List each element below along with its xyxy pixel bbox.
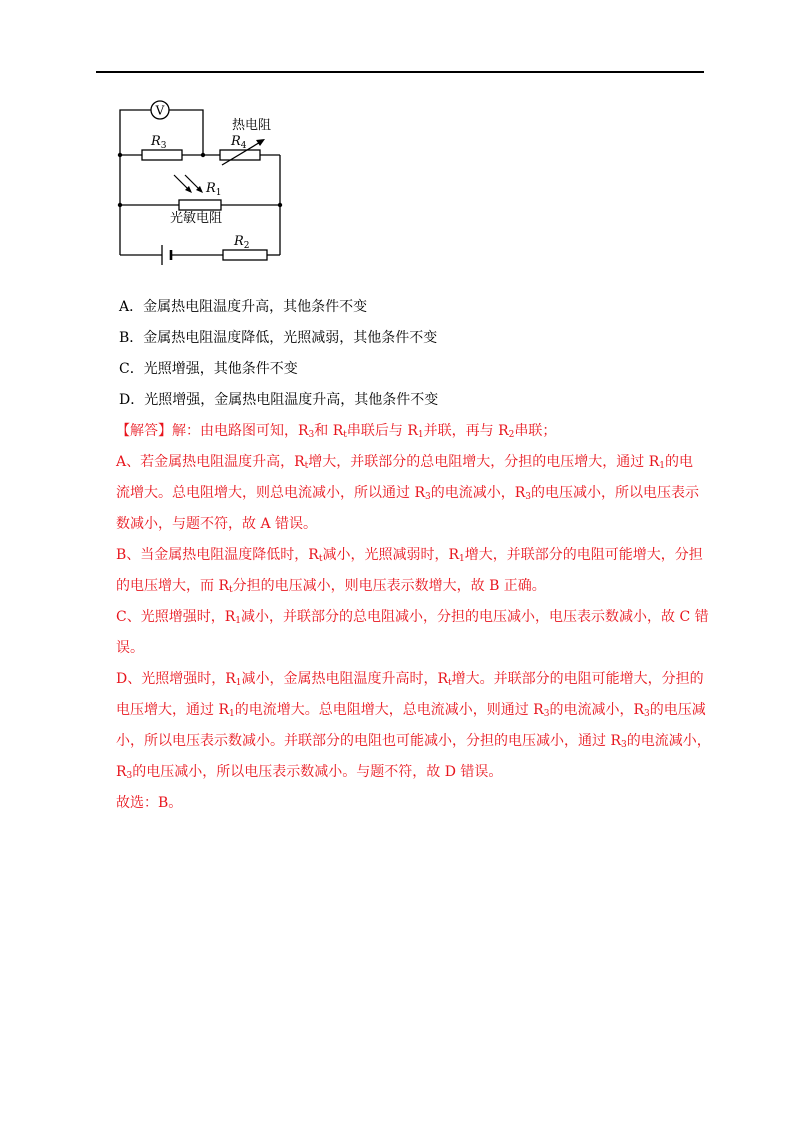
r1-subscript: 1: [215, 188, 222, 198]
answer-line-2: A、若金属热电阻温度升高，$R_t$增大，并联部分的总电阻增大，分担的电压增大，通过 $R_1$的电: [116, 454, 694, 471]
resistor-r2: [223, 250, 267, 260]
final-answer: 故选：B。: [116, 795, 183, 811]
option-a: A．金属热电阻温度升高，其他条件不变: [119, 299, 368, 315]
answer-line-9: D、光照增强时，$R_1$减小，金属热电阻温度升高时，$R_t$增大。并联部分的电阻可能增大，分担的: [116, 671, 704, 688]
answer-line-8: 误。: [116, 640, 144, 656]
option-d: D．光照增强，金属热电阻温度升高，其他条件不变: [119, 392, 439, 408]
resistor-r4: [220, 150, 260, 160]
photoresistor-label: 光敏电阻: [170, 211, 223, 226]
svg-text:R4: [230, 134, 247, 151]
answer-line-12: $R_3$的电压减小，所以电压表示数减小。与题不符，故 D 错误。: [116, 764, 503, 781]
voltmeter-label: V: [155, 103, 165, 118]
junction-dot: [278, 203, 282, 207]
resistor-r3: [142, 150, 182, 160]
r1-label: R: [206, 181, 216, 196]
answer-line-3: 流增大。总电阻增大，则总电流减小，所以通过 $R_3$的电流减小，$R_3$的电压减小，所以电压表示: [116, 485, 700, 502]
r2-label: R: [234, 234, 244, 249]
junction-dot: [201, 153, 205, 157]
answer-line-6: 的电压增大，而 $R_t$分担的电压减小，则电压表示数增大，故 B 正确。: [116, 578, 546, 595]
answer-line-5: B、当金属热电阻温度降低时，$R_t$减小，光照减弱时，$R_1$增大，并联部分的电阻可能增大，分担: [116, 547, 703, 564]
junction-dot: [118, 153, 122, 157]
header-rule: [96, 71, 704, 73]
r2-subscript: 2: [243, 241, 250, 251]
answer-line-10: 电压增大，通过 $R_1$的电流增大。总电阻增大，总电流减小，则通过 $R_3$的电流减小，$R_3$的电压减: [116, 702, 706, 719]
svg-text:R3: [150, 134, 167, 151]
resistor-r1: [179, 200, 221, 210]
svg-text:R1: [205, 181, 222, 198]
junction-dot: [118, 203, 122, 207]
answer-line-7: C、光照增强时，$R_1$减小，并联部分的总电阻减小，分担的电压减小，电压表示数减小，故 C 错: [116, 609, 709, 626]
svg-text:R2: [233, 234, 250, 251]
answer-line-11: 小，所以电压表示数减小。并联部分的电阻也可能减小，分担的电压减小，通过 $R_3$的电流减小，: [116, 733, 711, 750]
circuit-diagram: [110, 95, 295, 265]
answer-tag: 【解答】: [116, 423, 172, 439]
variable-arrow-icon: [256, 139, 265, 146]
option-b: B．金属热电阻温度降低，光照减弱，其他条件不变: [119, 330, 438, 346]
r3-subscript: 3: [160, 141, 167, 151]
r4-label: R: [231, 134, 241, 149]
answer-line-4: 数减小，与题不符，故 A 错误。: [116, 516, 318, 532]
thermistor-label: 热电阻: [232, 118, 272, 133]
r4-subscript: 4: [240, 141, 247, 151]
option-c: C．光照增强，其他条件不变: [119, 361, 298, 377]
answer-line-1: 【解答】解：由电路图可知，$R_3$和 $R_t$串联后与 $R_1$并联，再与 $R_2$串联；: [116, 423, 557, 440]
r3-label: R: [151, 134, 161, 149]
